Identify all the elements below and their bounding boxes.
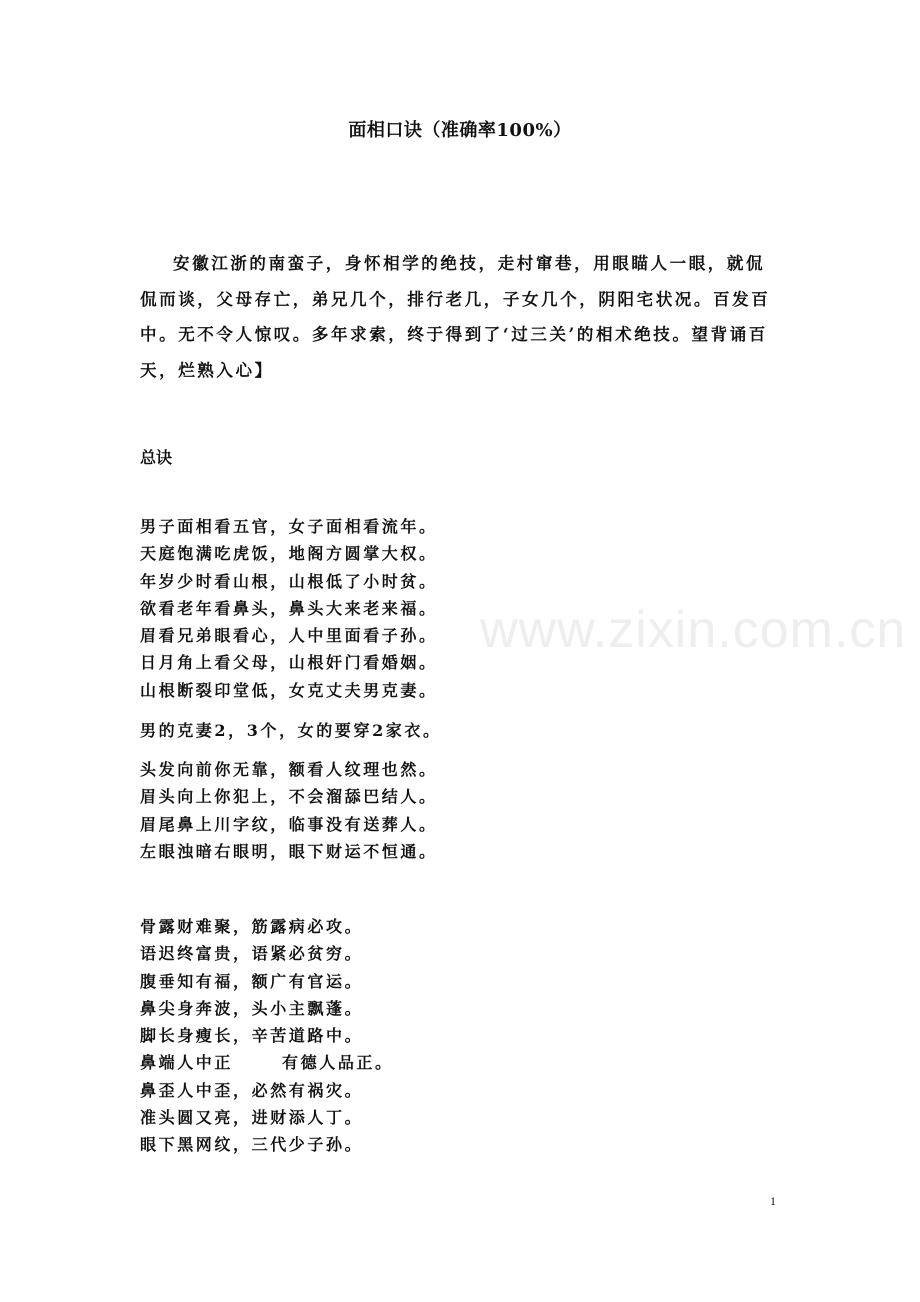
verse-line: 山根断裂印堂低，女克丈夫男克妻。 <box>140 680 438 700</box>
verse-line: 眉尾鼻上川字纹，临事没有送葬人。 <box>140 814 438 834</box>
page-title: 面相口诀（准确率100%） <box>348 120 572 141</box>
section-heading: 总诀 <box>140 448 173 467</box>
verse-line: 眉看兄弟眼看心，人中里面看子孙。 <box>140 626 438 646</box>
verse-block-1 <box>140 513 780 704</box>
intro-text: 安徽江浙的南蛮子，身怀相学的绝技，走村窜巷，用眼瞄人一眼，就侃侃而谈，父母存亡，弟兄几个，排行老几，子女几个，阴阳宅状况。百发百中。无不令人惊叹。多年求索，终于得到了‘过三关’的相术绝技。望背诵百天，烂熟入心】 <box>140 254 771 380</box>
verse-line: 鼻尖身奔波，头小主飘蓬。 <box>140 998 364 1018</box>
verse-line: 腹垂知有福，额广有官运。 <box>140 971 364 991</box>
watermark: www.zixin.com.cn <box>480 601 907 659</box>
verse-line: 左眼浊暗右眼明，眼下财运不恒通。 <box>140 841 438 861</box>
verse-line: 年岁少时看山根，山根低了小时贫。 <box>140 571 438 591</box>
verse-line: 鼻端人中正 有德人品正。 <box>140 1053 394 1073</box>
verse-line: 眉头向上你犯上，不会溜舔巴结人。 <box>140 787 438 807</box>
intro-paragraph <box>140 246 780 388</box>
verse-block-3 <box>140 756 780 865</box>
verse-line: 眼下黑网纹，三代少子孙。 <box>140 1135 364 1155</box>
verse-line: 语迟终富贵，语紧必贫穷。 <box>140 944 364 964</box>
verse-block-2 <box>140 717 780 744</box>
verse-line: 男的克妻2，3个，女的要穿2家衣。 <box>140 721 442 740</box>
verse-line: 男子面相看五官，女子面相看流年。 <box>140 517 438 536</box>
page-number: 1 <box>770 1194 776 1208</box>
verse-line: 脚长身瘦长，辛苦道路中。 <box>140 1026 364 1046</box>
verse-line: 骨露财难聚，筋露病必攻。 <box>140 917 364 936</box>
verse-line: 日月角上看父母，山根奸门看婚姻。 <box>140 653 438 673</box>
verse-line: 天庭饱满吃虎饭，地阁方圆掌大权。 <box>140 544 438 564</box>
verse-line: 准头圆又亮，进财添人丁。 <box>140 1108 364 1128</box>
verse-block-4 <box>140 913 780 1159</box>
verse-line: 欲看老年看鼻头，鼻头大来老来福。 <box>140 598 438 618</box>
verse-line: 鼻歪人中歪，必然有祸灾。 <box>140 1080 364 1100</box>
verse-line: 头发向前你无靠，额看人纹理也然。 <box>140 760 438 779</box>
